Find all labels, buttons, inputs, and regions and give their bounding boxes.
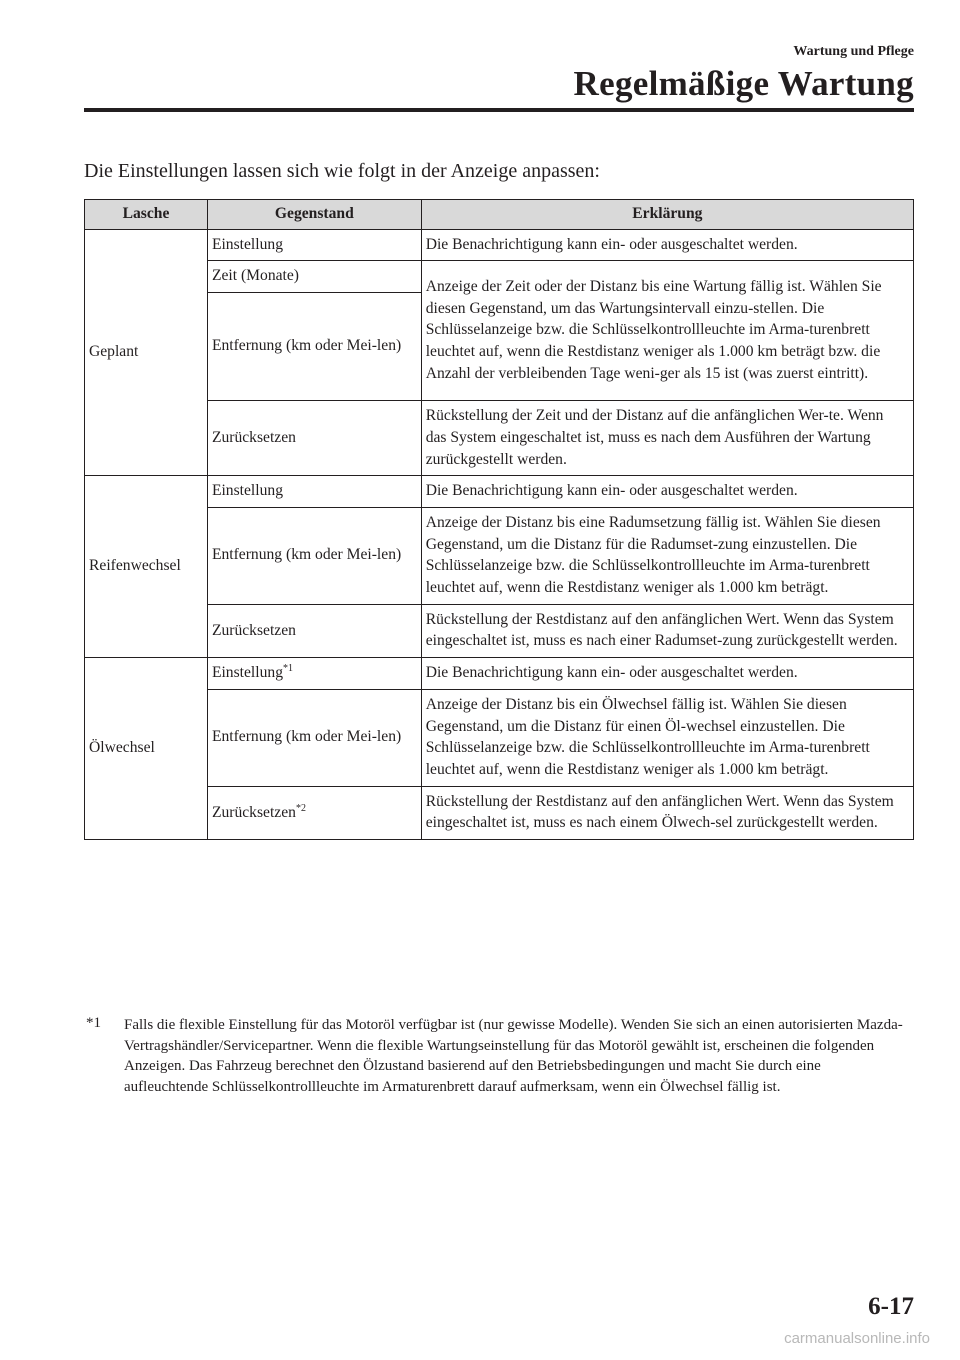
column-header: Gegenstand: [207, 200, 421, 230]
tab-cell-geplant: Geplant: [85, 229, 208, 476]
item-cell: Entfernung (km oder Mei-len): [207, 689, 421, 786]
table-row: [85, 229, 914, 261]
chapter-title: Regelmäßige Wartung: [573, 64, 914, 103]
table-row: [85, 507, 914, 604]
explanation-cell: Rückstellung der Restdistanz auf den anfänglichen Wert. Wenn das System eingeschaltet ist, muss es nach einer Radumset-zung zurückgestellt werden.: [421, 604, 913, 657]
table-row: [85, 786, 914, 839]
item-label: Einstellung: [211, 664, 283, 682]
table-row: [85, 658, 914, 690]
table-row: [85, 401, 914, 476]
table-row: [85, 261, 914, 293]
settings-table: [84, 199, 914, 840]
tab-cell-reifenwechsel: Reifenwechsel: [85, 476, 208, 658]
column-header: Erklärung: [421, 200, 913, 230]
explanation-cell: Anzeige der Distanz bis ein Ölwechsel fällig ist. Wählen Sie diesen Gegenstand, um die Distanz für einen Öl-wechsel einzustellen. Die Schlüsselanzeige bzw. die Schlüsselkontrollleuchte im Arma-turenbrett leuchtet auf, wenn die Restdistanz weniger als 1.000 km beträgt.: [421, 689, 913, 786]
footnote-mark: *1: [86, 1015, 101, 1031]
item-cell: Einstellung: [207, 229, 421, 261]
footnote-ref: *2: [295, 802, 306, 814]
footnote-ref: *1: [283, 662, 293, 674]
explanation-cell: Die Benachrichtigung kann ein- oder ausgeschaltet werden.: [421, 476, 913, 508]
item-cell: Zurücksetzen: [207, 401, 421, 476]
watermark-text: carmanualsonline.info: [784, 1330, 930, 1347]
header-rule: [84, 108, 914, 112]
section-title: Wartung und Pflege: [793, 44, 914, 59]
explanation-cell: Anzeige der Distanz bis eine Radumsetzung fällig ist. Wählen Sie diesen Gegenstand, um die Distanz für die Radumset-zung einzustellen. Die Schlüsselanzeige bzw. die Schlüsselkontrollleuchte im Arma-turenbrett leuchtet auf, wenn die Restdistanz weniger als 1.000 km beträgt.: [421, 507, 913, 604]
item-cell: [207, 786, 421, 839]
table-row: [85, 689, 914, 786]
item-cell: [207, 658, 421, 690]
item-cell: Entfernung (km oder Mei-len): [207, 293, 421, 401]
intro-text: Die Einstellungen lassen sich wie folgt in der Anzeige anpassen:: [84, 160, 600, 182]
explanation-cell: Die Benachrichtigung kann ein- oder ausgeschaltet werden.: [421, 658, 913, 690]
page-header: [574, 44, 914, 104]
explanation-cell: Rückstellung der Zeit und der Distanz auf die anfänglichen Wer-te. Wenn das System eingeschaltet ist, muss es nach dem Ausführen der Wartung zurückgestellt werden.: [421, 401, 913, 476]
footnote-text: Falls die flexible Einstellung für das Motoröl verfügbar ist (nur gewisse Modelle). Wenden Sie sich an einen autorisierten Mazda-Vertragshändler/Servicepartner. Wenn die flexible Wartungseinstellung für das Motoröl gewählt ist, erscheinen die folgenden Anzeigen. Das Fahrzeug berechnet den Ölzustand basierend auf den Betriebsbedingungen und macht Sie durch eine aufleuchtende Schlüsselkontrollleuchte im Armaturenbrett darauf aufmerksam, wenn ein Ölwechsel fällig ist.: [124, 1017, 903, 1095]
table-row: [85, 604, 914, 657]
column-header: Lasche: [85, 200, 208, 230]
table-row: [85, 476, 914, 508]
explanation-cell: Anzeige der Zeit oder der Distanz bis eine Wartung fällig ist. Wählen Sie diesen Gegenstand, um das Wartungsintervall einzu-stellen. Die Schlüsselanzeige bzw. die Schlüsselkontrollleuchte im Arma-turenbrett leuchtet auf, wenn die Restdistanz weniger als 1.000 km beträgt bzw. die Anzahl der verbleibenden Tage weni-ger als 15 ist (was zuerst eintritt).: [421, 261, 913, 401]
item-cell: Zeit (Monate): [207, 261, 421, 293]
item-label: Zurücksetzen: [211, 803, 296, 821]
explanation-cell: Rückstellung der Restdistanz auf den anfänglichen Wert. Wenn das System eingeschaltet ist, muss es nach einem Ölwech-sel zurückgestellt werden.: [421, 786, 913, 839]
item-cell: Entfernung (km oder Mei-len): [207, 507, 421, 604]
table-header-row: [85, 200, 914, 230]
item-cell: Zurücksetzen: [207, 604, 421, 657]
page-number: 6-17: [868, 1293, 914, 1320]
explanation-cell: Die Benachrichtigung kann ein- oder ausgeschaltet werden.: [421, 229, 913, 261]
tab-cell-oelwechsel: Ölwechsel: [85, 658, 208, 840]
item-cell: Einstellung: [207, 476, 421, 508]
